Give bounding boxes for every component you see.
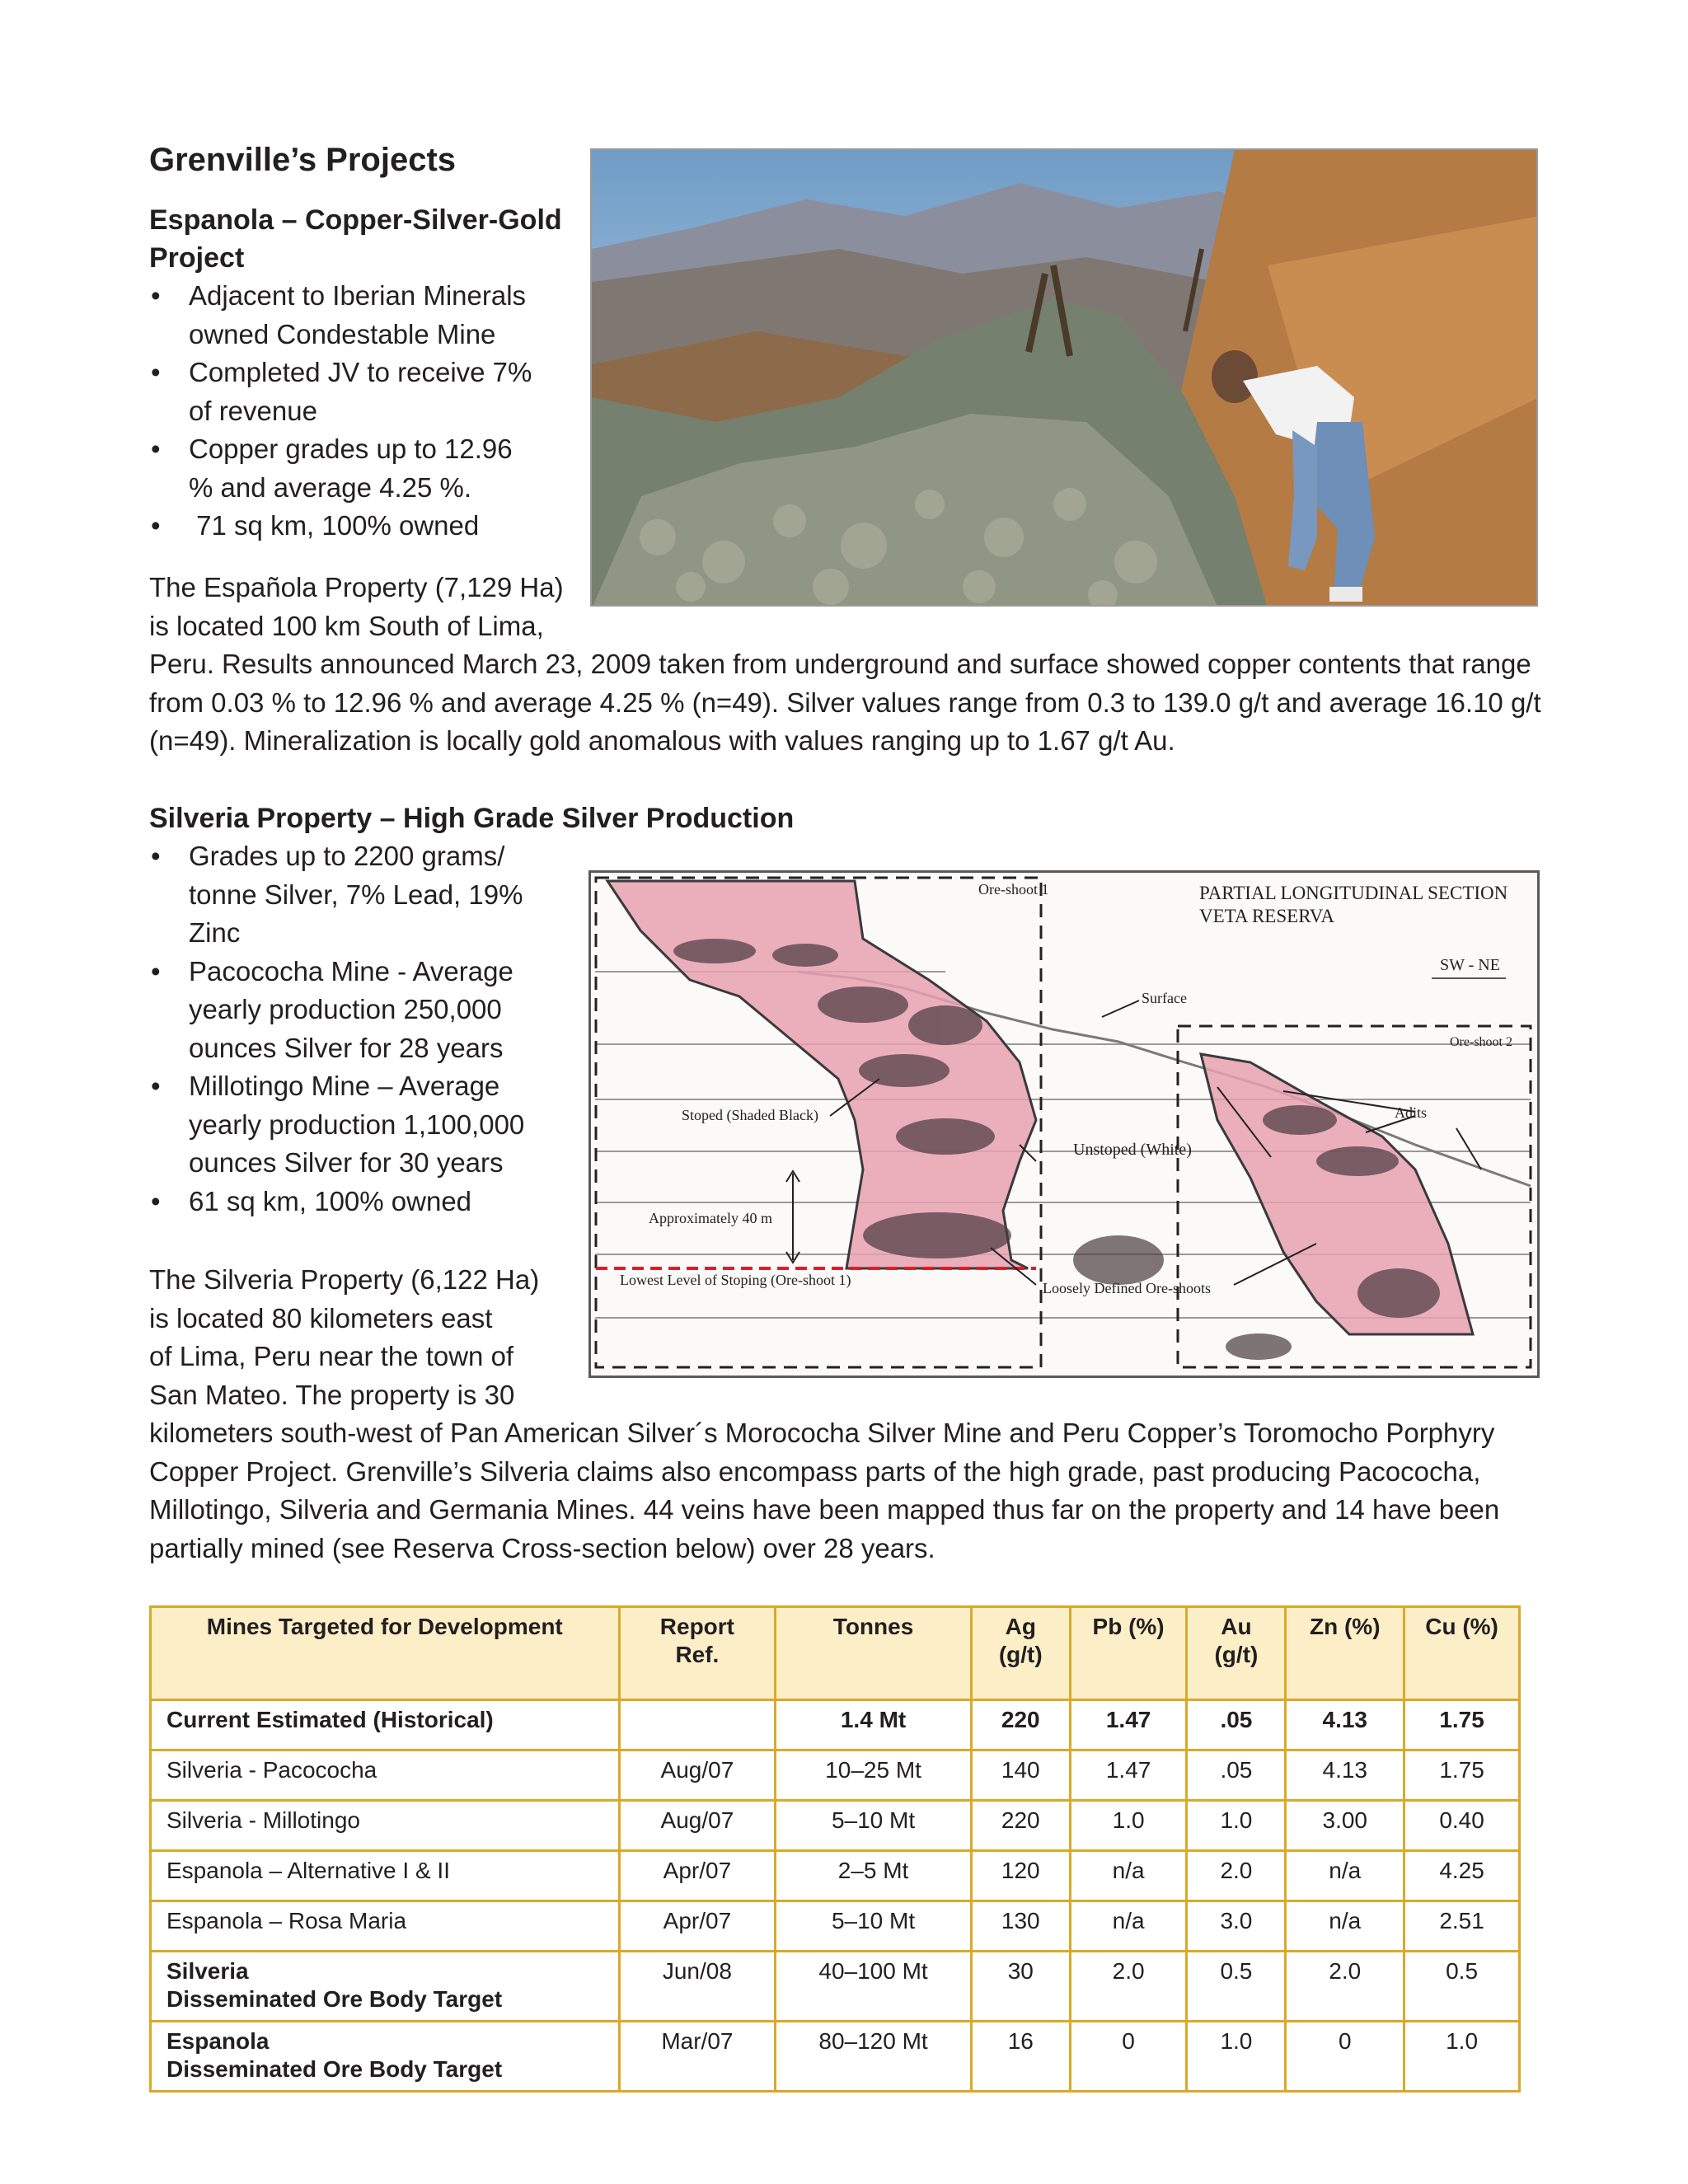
col-header-pb: Pb (%) [1070,1607,1187,1700]
page-title: Grenville’s Projects [149,142,457,178]
espanola-paragraph: Peru. Results announced March 23, 2009 taken from underground and surface showed copper contents that range from 0.03 % to 12.96 % and average 4.25 % (n=49). Silver values range from 0.3 to 139.0 g/t and average 16.10 g/t (n=49). Mineralization is locally gold anomalous with values ranging up to 1.67 g/t Au. [149,649,1541,756]
label-direction: SW - NE [1440,956,1500,974]
espanola-subtitle: Espanola – Copper-Silver-Gold Project [149,204,562,274]
espanola-block [149,201,578,546]
table-row: Silveria - Pacococha Aug/07 10–25 Mt 140 1.47 .05 4.13 1.75 [151,1750,1520,1801]
list-item: • Completed JV to receive 7% of revenue [149,354,537,430]
label-section-title-2: VETA RESERVA [1199,906,1334,926]
table-row: Silveria Disseminated Ore Body Target Jun/08 40–100 Mt 30 2.0 0.5 2.0 0.5 [151,1952,1520,2022]
col-header-tonnes: Tonnes [776,1607,972,1700]
col-header-report: Report Ref. [619,1607,776,1700]
table-row: Espanola – Rosa Maria Apr/07 5–10 Mt 130 n/a 3.0 n/a 2.51 [151,1901,1520,1952]
silveria-para-lead: The Silveria Property (6,122 Ha) is located 80 kilometers east of Lima, Peru near the town of San Mateo. The property is 30 [149,1264,540,1410]
mine-photo [590,148,1538,607]
col-header-ag: Ag (g/t) [971,1607,1070,1700]
longitudinal-section-diagram [588,870,1540,1378]
silveria-bullets [149,837,545,1221]
label-adits: Adits [1395,1104,1428,1121]
list-item: • Millotingo Mine – Average yearly production 1,100,000 ounces Silver for 30 years [149,1067,545,1183]
table-header-row [151,1607,1520,1700]
col-header-zn: Zn (%) [1286,1607,1404,1700]
mine-photo-illustration [592,150,1538,607]
label-section-title-1: PARTIAL LONGITUDINAL SECTION [1199,883,1508,903]
section-svg [591,873,1537,1376]
mines-table [149,1605,1521,2093]
label-unstoped: Unstoped (White) [1073,1141,1192,1159]
col-header-mine: Mines Targeted for Development [151,1607,620,1700]
label-loosely: Loosely Defined Ore-shoots [1043,1280,1211,1296]
silveria-bullets-wrap [149,837,545,1221]
label-stoped: Stoped (Shaded Black) [682,1107,818,1123]
label-ore-shoot-1: Ore-shoot 1 [978,881,1049,898]
col-header-au: Au (g/t) [1187,1607,1286,1700]
col-header-cu: Cu (%) [1404,1607,1520,1700]
table-row: Silveria - Millotingo Aug/07 5–10 Mt 220 1.0 1.0 3.00 0.40 [151,1801,1520,1851]
silveria-paragraph: kilometers south-west of Pan American Silver´s Morococha Silver Mine and Peru Copper’s Toromocho Porphyry Copper Project. Grenville’s Silveria claims also encompass parts of the high grade, past producing Pacococha, Millotingo, Silveria and Germania Mines. 44 veins have been mapped thus far on the property and 14 have been partially mined (see Reserva Cross-section below) over 28 years. [149,1418,1500,1563]
label-lowest: Lowest Level of Stoping (Ore-shoot 1) [620,1272,851,1288]
table-row: Current Estimated (Historical) 1.4 Mt 220 1.47 .05 4.13 1.75 [151,1700,1520,1750]
table-row: Espanola Disseminated Ore Body Target Mar/07 80–120 Mt 16 0 1.0 0 1.0 [151,2022,1520,2092]
list-item: • Adjacent to Iberian Minerals owned Condestable Mine [149,277,537,354]
list-item: • 61 sq km, 100% owned [149,1183,545,1221]
list-item: • Pacococha Mine - Average yearly production 250,000 ounces Silver for 28 years [149,953,545,1068]
silveria-block [149,799,1056,837]
list-item: • Grades up to 2200 grams/ tonne Silver, 7% Lead, 19% Zinc [149,837,545,953]
silveria-subtitle: Silveria Property – High Grade Silver Production [149,803,795,834]
list-item: • Copper grades up to 12.96 % and average 4.25 %. [149,430,537,507]
list-item: • 71 sq km, 100% owned [149,507,537,546]
table-row: Espanola – Alternative I & II Apr/07 2–5 Mt 120 n/a 2.0 n/a 4.25 [151,1851,1520,1901]
espanola-para-lead: The Española Property (7,129 Ha) is located 100 km South of Lima, [149,572,564,641]
label-surface: Surface [1142,990,1187,1006]
espanola-bullets [149,277,537,546]
label-approx: Approximately 40 m [649,1210,772,1226]
label-ore-shoot-2: Ore-shoot 2 [1450,1035,1512,1049]
